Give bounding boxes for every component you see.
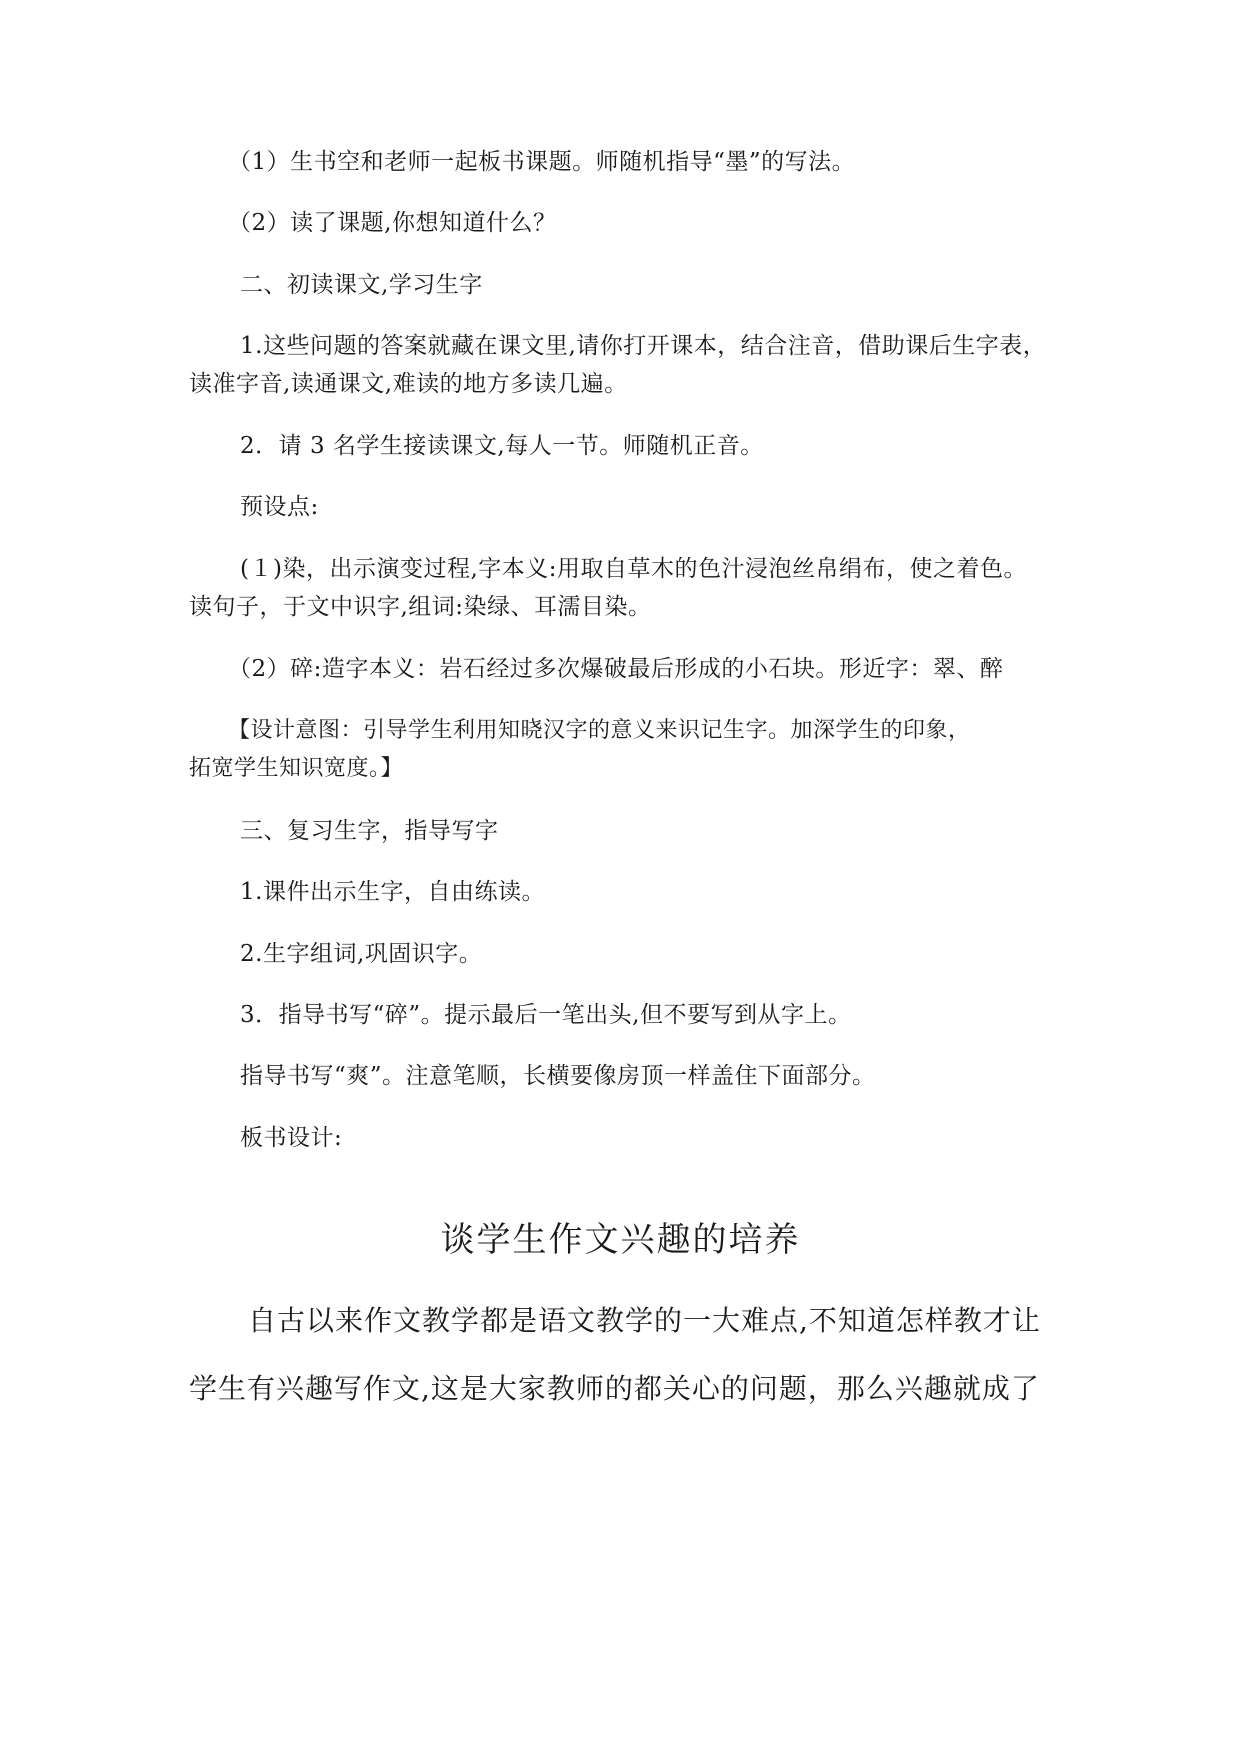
design-intent-line-2: 拓宽学生知识宽度。】	[189, 756, 404, 781]
paragraph-1-line-2: 读准字音,读通课文,难读的地方多读几遍。	[189, 371, 628, 397]
paragraph-5: 3．指导书写“碎”。提示最后一笔出头,但不要写到从字上。	[240, 1002, 852, 1028]
lesson-step-2: （2）读了课题,你想知道什么？	[228, 210, 557, 236]
paragraph-4: 2.生字组词,巩固识字。	[240, 941, 483, 967]
preset-point-1-line-2: 读句子，于文中识字,组词:染绿、耳濡目染。	[189, 594, 652, 620]
preset-point-2: （2）碎:造字本义：岩石经过多次爆破最后形成的小石块。形近字：翠、醉	[228, 656, 1004, 682]
paragraph-2: 2．请 3 名学生接读课文,每人一节。师随机正音。	[240, 433, 764, 459]
preset-points-label: 预设点:	[240, 494, 319, 520]
paragraph-1-line-1: 1.这些问题的答案就藏在课文里,请你打开课本，结合注音，借助课后生字表，	[240, 333, 1047, 359]
paragraph-6: 指导书写“爽”。注意笔顺，长横要像房顶一样盖住下面部分。	[240, 1063, 876, 1089]
article-title: 谈学生作文兴趣的培养	[440, 1220, 801, 1260]
section-heading-2: 二、初读课文,学习生字	[240, 272, 483, 298]
lesson-step-1: （1）生书空和老师一起板书课题。师随机指导“墨”的写法。	[228, 149, 856, 175]
article-paragraph-line-1: 自古以来作文教学都是语文教学的一大难点,不知道怎样教才让	[248, 1304, 1041, 1337]
design-intent-line-1: 【设计意图：引导学生利用知晓汉字的意义来识记生字。加深学生的印象，	[228, 718, 971, 743]
section-heading-3: 三、复习生字，指导写字	[240, 818, 499, 844]
board-design-label: 板书设计:	[240, 1125, 343, 1151]
preset-point-1-line-1: (１)染，出示演变过程,字本义:用取自草木的色汁浸泡丝帛绢布，使之着色。	[240, 556, 1028, 582]
paragraph-3: 1.课件出示生字，自由练读。	[240, 879, 545, 905]
article-paragraph-line-2: 学生有兴趣写作文,这是大家教师的都关心的问题，那么兴趣就成了	[189, 1372, 1040, 1405]
